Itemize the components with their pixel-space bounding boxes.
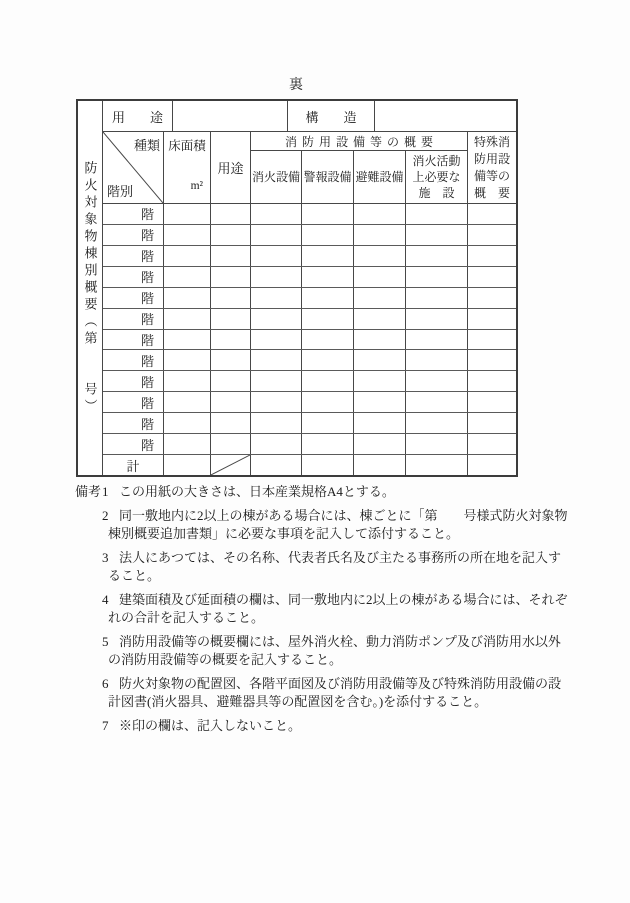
floor-row: [103, 371, 516, 392]
note-text: [108, 633, 562, 669]
floor-row-label: 階: [103, 392, 164, 412]
entry-cell[interactable]: [354, 330, 406, 350]
notes-heading: [75, 549, 102, 585]
note-text: [108, 591, 568, 627]
entry-cell[interactable]: [164, 267, 211, 287]
floor-row-label: 階: [103, 246, 164, 266]
use-column-header-cell: 用途: [211, 132, 251, 203]
floor-row-label: 階: [103, 267, 164, 287]
note-number: 1: [102, 484, 109, 499]
floor-rows-container: [103, 204, 516, 475]
entry-cell[interactable]: [406, 371, 468, 391]
floor-row-label: 階: [103, 371, 164, 391]
note-text: [108, 675, 562, 711]
entry-cell[interactable]: [406, 225, 468, 245]
entry-cell[interactable]: [406, 434, 468, 454]
note-number: 2: [102, 508, 109, 523]
entry-cell[interactable]: [406, 455, 468, 475]
notes-heading: [75, 507, 102, 543]
entry-cell[interactable]: [406, 246, 468, 266]
entry-cell[interactable]: [164, 455, 211, 475]
entry-cell[interactable]: [406, 267, 468, 287]
entry-cell[interactable]: [211, 246, 251, 266]
entry-cell[interactable]: [468, 413, 516, 433]
note-text: [119, 483, 553, 501]
note-text: [108, 549, 562, 585]
entry-cell[interactable]: [302, 267, 354, 287]
entry-cell[interactable]: [251, 288, 302, 308]
note-text: [108, 507, 568, 543]
notes-heading: [75, 675, 102, 711]
notes-heading: 備考: [75, 484, 102, 499]
entry-cell[interactable]: [211, 309, 251, 329]
floor-row: [103, 434, 516, 455]
entry-cell[interactable]: [468, 434, 516, 454]
note-text: [119, 717, 553, 735]
entry-cell[interactable]: [251, 246, 302, 266]
entry-cell[interactable]: [211, 267, 251, 287]
floor-row: [103, 267, 516, 288]
entry-cell[interactable]: [354, 225, 406, 245]
entry-cell[interactable]: [251, 204, 302, 224]
floor-area-header-cell: [164, 132, 211, 203]
entry-cell[interactable]: [302, 350, 354, 370]
floor-row-label: 階: [103, 350, 164, 370]
entry-cell[interactable]: [251, 309, 302, 329]
entry-cell[interactable]: [302, 455, 354, 475]
table-header-row: [103, 132, 516, 204]
entry-cell[interactable]: [468, 371, 516, 391]
entry-cell[interactable]: [211, 434, 251, 454]
entry-cell[interactable]: [251, 455, 302, 475]
entry-cell[interactable]: [302, 413, 354, 433]
floor-row-label: 階: [103, 225, 164, 245]
entry-cell[interactable]: [302, 246, 354, 266]
entry-cell[interactable]: [164, 371, 211, 391]
entry-cell[interactable]: [302, 392, 354, 412]
equipment-group-header: [251, 132, 468, 203]
special-equipment-label: 特殊消 防用設 備等の 概 要: [473, 134, 510, 200]
entry-cell[interactable]: [468, 225, 516, 245]
entry-cell[interactable]: [164, 350, 211, 370]
entry-cell[interactable]: [211, 350, 251, 370]
entry-cell[interactable]: [211, 204, 251, 224]
entry-cell[interactable]: [251, 371, 302, 391]
notes-section: [75, 483, 568, 741]
note-line: れの合計を記入すること。: [108, 610, 265, 625]
crossed-out-cell: [211, 455, 251, 475]
subheader-alarm: 警報設備: [302, 151, 354, 203]
note-line: の消防用設備等の概要を記入すること。: [108, 652, 343, 667]
notes-heading: [75, 717, 102, 735]
note-item: [75, 483, 553, 501]
entry-cell[interactable]: [211, 371, 251, 391]
floor-row-label: 階: [103, 309, 164, 329]
note-item: [75, 591, 568, 627]
entry-cell[interactable]: [406, 309, 468, 329]
entry-cell[interactable]: [468, 204, 516, 224]
entry-cell[interactable]: [302, 288, 354, 308]
entry-cell[interactable]: [251, 267, 302, 287]
note-number: 5: [102, 634, 109, 649]
entry-cell[interactable]: [354, 350, 406, 370]
floor-row-label: 階: [103, 330, 164, 350]
entry-cell[interactable]: [164, 309, 211, 329]
entry-cell[interactable]: [406, 288, 468, 308]
floor-row: [103, 413, 516, 434]
entry-cell[interactable]: [468, 350, 516, 370]
floor-area-unit: m²: [190, 180, 203, 192]
note-line: 建築面積及び延面積の欄は、同一敷地内に2以上の棟がある場合には、それぞ: [119, 592, 568, 607]
notes-heading: [75, 633, 102, 669]
table-main-area: [103, 101, 516, 475]
equipment-group-label: 消防用設備等の概要: [251, 132, 467, 151]
entry-cell[interactable]: [302, 225, 354, 245]
entry-cell[interactable]: [354, 392, 406, 412]
note-line: 棟別概要追加書類」に必要な事項を記入して添付すること。: [108, 526, 460, 541]
entry-cell[interactable]: [302, 371, 354, 391]
entry-cell[interactable]: [302, 204, 354, 224]
use-value-cell[interactable]: [173, 101, 288, 131]
entry-cell[interactable]: [251, 392, 302, 412]
equipment-subheaders: [251, 151, 467, 203]
entry-cell[interactable]: [406, 350, 468, 370]
special-equipment-header-cell: [468, 132, 516, 203]
entry-cell[interactable]: [251, 350, 302, 370]
note-line: 計図書(消火器具、避難器具等の配置図を含む。)を添付すること。: [108, 694, 488, 709]
vertical-caption-text: 防火対象物棟別概要（第 号）: [82, 160, 98, 416]
entry-cell[interactable]: [164, 288, 211, 308]
floor-row: [103, 392, 516, 413]
entry-cell[interactable]: [468, 392, 516, 412]
entry-cell[interactable]: [354, 413, 406, 433]
entry-cell[interactable]: [164, 413, 211, 433]
note-line: ※印の欄は、記入しないこと。: [119, 718, 302, 733]
entry-cell[interactable]: [251, 434, 302, 454]
note-line: 同一敷地内に2以上の棟がある場合には、棟ごとに「第 号様式防火対象物: [119, 508, 568, 523]
fire-object-building-summary-table: [76, 99, 518, 477]
entry-cell[interactable]: [354, 309, 406, 329]
entry-cell[interactable]: [164, 434, 211, 454]
entry-cell[interactable]: [468, 309, 516, 329]
type-label: 種類: [133, 138, 160, 153]
note-line: ること。: [108, 568, 161, 583]
floor-area-label: 床面積: [168, 139, 206, 153]
floor-row-label: 階: [103, 434, 164, 454]
note-item: [75, 549, 562, 585]
entry-cell[interactable]: [354, 434, 406, 454]
entry-cell[interactable]: [164, 225, 211, 245]
entry-cell[interactable]: [164, 330, 211, 350]
use-structure-row: [103, 101, 516, 132]
note-line: 防火対象物の配置図、各階平面図及び消防用設備等及び特殊消防用設備の設: [119, 676, 562, 691]
note-number: 3: [102, 550, 109, 565]
floor-row-label: 階: [103, 413, 164, 433]
entry-cell[interactable]: [211, 330, 251, 350]
note-item: [75, 717, 553, 735]
entry-cell[interactable]: [468, 267, 516, 287]
entry-cell[interactable]: [211, 225, 251, 245]
entry-cell[interactable]: [354, 288, 406, 308]
entry-cell[interactable]: [468, 246, 516, 266]
subheader-evacuation: 避難設備: [354, 151, 406, 203]
total-row: [103, 455, 516, 475]
floor-row: [103, 350, 516, 371]
page-side-title: 裏: [289, 78, 305, 93]
floor-row: [103, 288, 516, 309]
floor-row: [103, 246, 516, 267]
entry-cell[interactable]: [468, 330, 516, 350]
entry-cell[interactable]: [354, 246, 406, 266]
floor-row: [103, 309, 516, 330]
entry-cell[interactable]: [251, 413, 302, 433]
entry-cell[interactable]: [251, 225, 302, 245]
crossed-out-line: [211, 455, 250, 475]
use-label-cell: 用 途: [103, 101, 173, 131]
entry-cell[interactable]: [468, 455, 516, 475]
entry-cell[interactable]: [354, 371, 406, 391]
entry-cell[interactable]: [211, 392, 251, 412]
entry-cell[interactable]: [211, 288, 251, 308]
floor-row: [103, 330, 516, 351]
entry-cell[interactable]: [406, 204, 468, 224]
entry-cell[interactable]: [302, 309, 354, 329]
entry-cell[interactable]: [406, 330, 468, 350]
note-line: この用紙の大きさは、日本産業規格A4とする。: [119, 484, 395, 499]
note-number: 7: [102, 718, 109, 733]
entry-cell[interactable]: [354, 267, 406, 287]
structure-value-cell[interactable]: [375, 101, 516, 131]
note-number: 4: [102, 592, 109, 607]
vertical-caption-cell: [78, 101, 103, 475]
floor-row: [103, 204, 516, 225]
type-floor-diagonal-cell: [103, 132, 164, 203]
entry-cell[interactable]: [354, 455, 406, 475]
subheader-fire-extinguishing: 消火設備: [251, 151, 302, 203]
entry-cell[interactable]: [302, 434, 354, 454]
entry-cell[interactable]: [251, 330, 302, 350]
total-row-label: 計: [103, 455, 164, 475]
note-number: 6: [102, 676, 109, 691]
floor-row-label: 階: [103, 288, 164, 308]
entry-cell[interactable]: [302, 330, 354, 350]
subheader-firefighting-activity: 消火活動 上必要な 施 設: [412, 154, 461, 200]
notes-heading: [75, 591, 102, 627]
entry-cell[interactable]: [354, 204, 406, 224]
entry-cell[interactable]: [406, 413, 468, 433]
floor-row-label: 階: [103, 204, 164, 224]
entry-cell[interactable]: [468, 288, 516, 308]
note-item: [75, 675, 562, 711]
note-item: [75, 633, 562, 669]
note-line: 消防用設備等の概要欄には、屋外消火栓、動力消防ポンプ及び消防用水以外: [119, 634, 562, 649]
floor-row: [103, 225, 516, 246]
note-line: 法人にあつては、その名称、代表者氏名及び主たる事務所の所在地を記入す: [119, 550, 562, 565]
entry-cell[interactable]: [164, 392, 211, 412]
entry-cell[interactable]: [164, 204, 211, 224]
entry-cell[interactable]: [164, 246, 211, 266]
note-item: [75, 507, 568, 543]
structure-label-cell: 構 造: [288, 101, 375, 131]
entry-cell[interactable]: [406, 392, 468, 412]
floor-label: 階別: [107, 184, 134, 199]
entry-cell[interactable]: [211, 413, 251, 433]
